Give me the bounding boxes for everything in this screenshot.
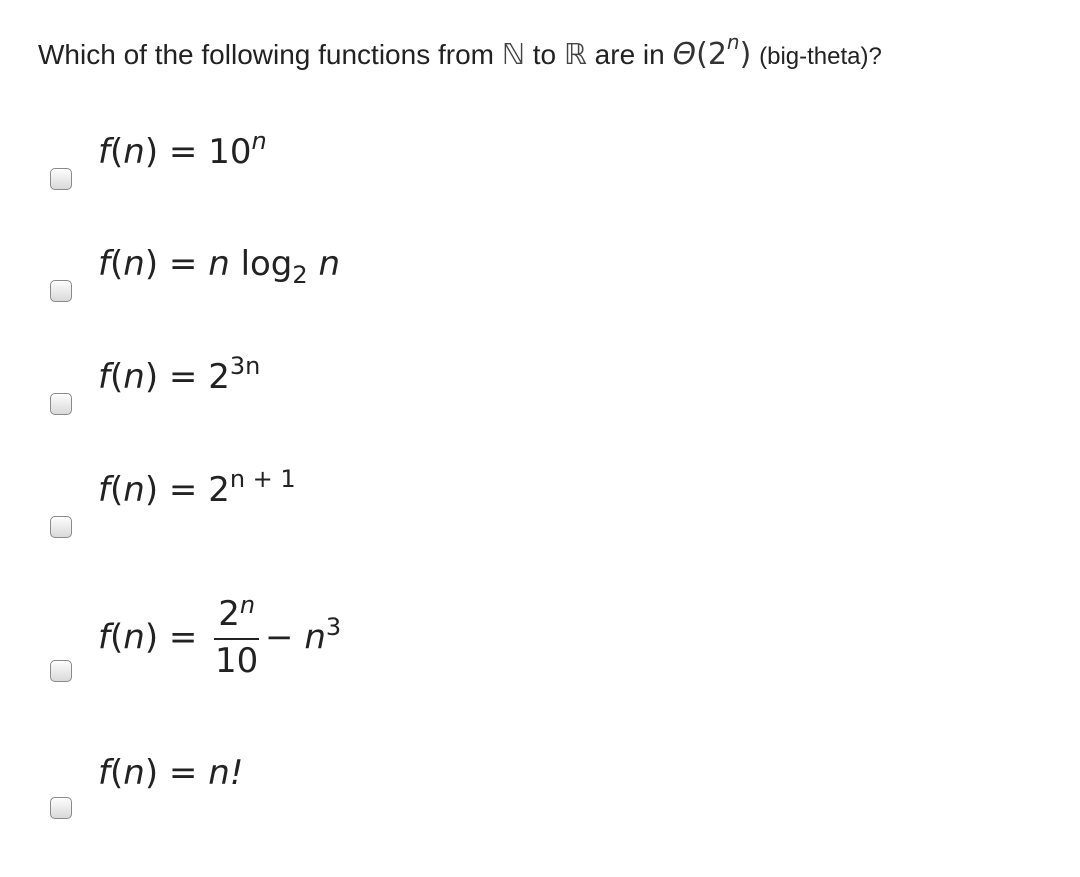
question-prefix: Which of the following functions from — [38, 39, 494, 70]
option-formula: f(n) = n $\log_2 n$ — [98, 244, 341, 289]
fraction: $\frac{2^n}{10}$ — [214, 591, 259, 681]
option-formula: f(n) = n! — [98, 753, 244, 793]
option-checkbox[interactable] — [50, 393, 72, 415]
option-formula: $f(n) = 10^n$ — [98, 127, 267, 172]
option-checkbox[interactable] — [50, 516, 72, 538]
question-are-in: are in — [594, 39, 665, 70]
question-to: to — [532, 39, 557, 70]
option-formula: $f(n) = 2^{n + 1}$ — [98, 465, 296, 510]
real-numbers-symbol: ℝ — [563, 37, 587, 71]
option-checkbox[interactable] — [50, 660, 72, 682]
big-theta-expression: Θ(2$^n$) — [672, 30, 752, 72]
option-checkbox[interactable] — [50, 797, 72, 819]
option-formula: $f(n) = 2^{3n}$ — [98, 352, 261, 397]
option-checkbox[interactable] — [50, 168, 72, 190]
question-suffix: (big-theta)? — [759, 43, 882, 70]
option-checkbox[interactable] — [50, 280, 72, 302]
natural-numbers-symbol: ℕ — [501, 37, 525, 71]
option-formula: f(n) = $\frac{2^n}{10}$ − $n^3$ — [98, 591, 342, 681]
